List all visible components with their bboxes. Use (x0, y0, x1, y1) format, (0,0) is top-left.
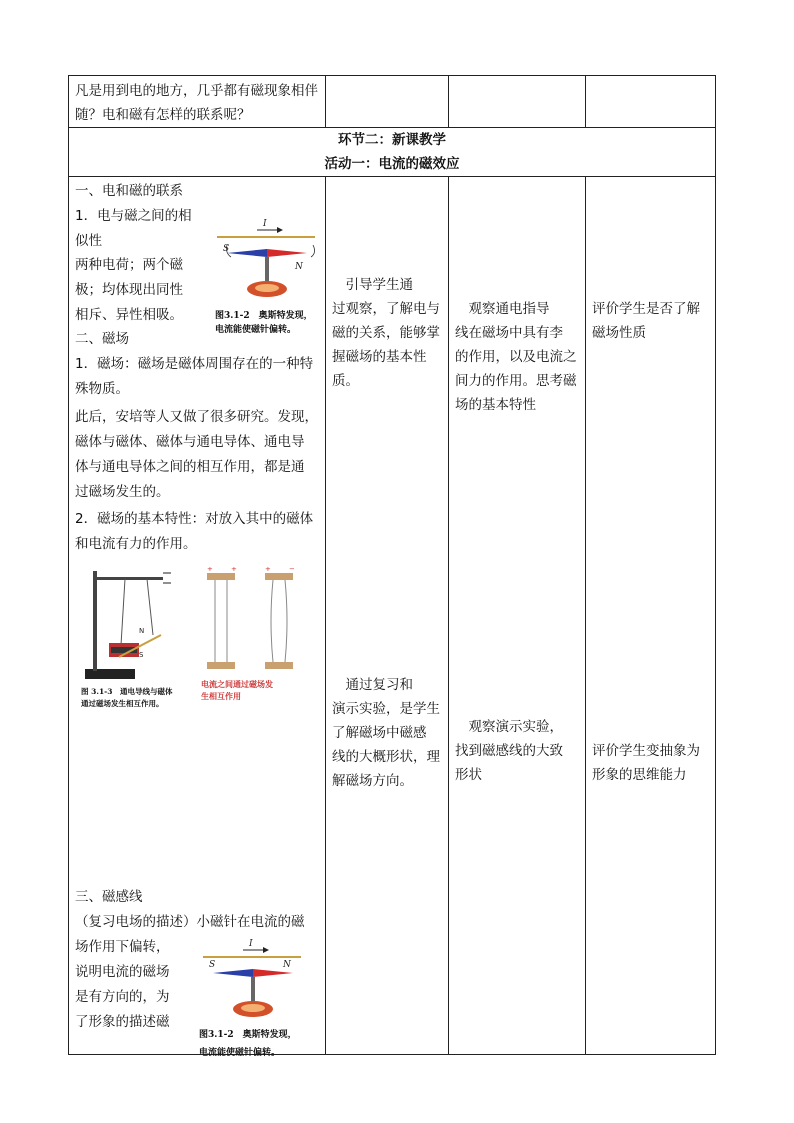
current-label: I (249, 939, 253, 949)
text-line: 磁的关系，能够掌 (332, 325, 440, 341)
text-line: 引导学生通 (332, 277, 413, 293)
text-line: 殊物质。 (75, 381, 129, 397)
empty-cell (586, 76, 716, 128)
svg-text:−: − (289, 567, 295, 573)
table-row (69, 177, 716, 1055)
table-row (69, 128, 716, 177)
figure-caption: 电流能使磁针偏转。 (215, 325, 297, 335)
oersted-figure (213, 217, 325, 342)
parallel-currents-figure (201, 567, 321, 712)
text-line: 2．磁场的基本特性：对放入其中的磁体 (75, 511, 314, 527)
text-line: 体与通电导体之间的相互作用，都是通 (75, 459, 305, 475)
text-line: 说明电流的磁场 (75, 964, 170, 980)
table-row (69, 76, 716, 128)
text-line: 相斥、异性相吸。 (75, 307, 183, 323)
apparatus-diagram-icon (81, 565, 191, 683)
text-line: 观察演示实验， (455, 719, 563, 735)
text-line: 找到磁感线的大致 (455, 743, 563, 759)
figure-caption: 图 3.1-3 通电导线与磁体 (81, 687, 173, 696)
figure-caption: 图3.1-2 奥斯特发现， (199, 1030, 297, 1040)
text-line: 评价学生是否了解 (592, 301, 700, 317)
north-label: N (295, 262, 303, 272)
text-line: 的作用，以及电流之 (455, 349, 577, 365)
intro-cell (69, 76, 326, 128)
evaluation-box (586, 177, 715, 1054)
text-line: 此后，安培等人又做了很多研究。发现， (75, 409, 318, 425)
activity-title: 活动一：电流的磁效应 (324, 156, 460, 172)
svg-text:+: + (207, 567, 213, 573)
teacher-cell (326, 177, 449, 1055)
apparatus-figure (81, 565, 191, 715)
text-line: 形状 (455, 767, 482, 783)
text-line: 过观察，了解电与 (332, 301, 440, 317)
teacher-box (326, 177, 448, 1054)
south-label: S (209, 960, 216, 970)
text-line: 1．电与磁之间的相 (75, 208, 192, 224)
student-box (449, 177, 585, 1054)
text-line: 质。 (332, 373, 359, 389)
text-line: 线的大概形状，理 (332, 749, 440, 765)
text-line: 解磁场方向。 (332, 773, 413, 789)
intro-text: 凡是用到电的地方，几乎都有磁现象相伴随？电和磁有怎样的联系呢？ (75, 83, 318, 123)
text-line: 场作用下偏转， (75, 939, 170, 955)
current-label: I (263, 219, 267, 229)
text-line: 了形象的描述磁 (75, 1014, 170, 1030)
text-line: （复习电场的描述）小磁针在电流的磁 (75, 914, 305, 930)
text-line: 间力的作用。思考磁 (455, 373, 577, 389)
compass-diagram-icon (213, 217, 325, 307)
text-line: 演示实验，是学生 (332, 701, 440, 717)
figure-caption: 生相互作用 (201, 691, 241, 701)
student-cell (449, 177, 586, 1055)
heading-1: 一、电和磁的联系 (75, 183, 183, 199)
content-cell (69, 177, 326, 1058)
text-line: 评价学生变抽象为 (592, 743, 700, 759)
north-label: N (283, 960, 291, 970)
south-label: S (223, 244, 230, 254)
text-line: 了解磁场中磁感 (332, 725, 427, 741)
empty-cell (326, 76, 449, 128)
figure-caption: 通过磁场发生相互作用。 (81, 699, 164, 708)
text-line: 和电流有力的作用。 (75, 536, 197, 552)
svg-text:+: + (231, 567, 237, 573)
content-box (69, 177, 325, 1058)
text-line: 是有方向的，为 (75, 989, 170, 1005)
svg-text:+: + (265, 567, 271, 573)
text-line: 两种电荷；两个磁 (75, 257, 183, 273)
oersted-figure (199, 937, 319, 1062)
text-line: 形象的思维能力 (592, 767, 687, 783)
text-line: 1．磁场：磁场是磁体周围存在的一种特 (75, 356, 314, 372)
section-title: 环节二：新课教学 (338, 132, 446, 148)
parallel-wires-icon (201, 567, 321, 675)
figure-caption: 电流能使磁针偏转。 (199, 1048, 281, 1058)
text-line: 场的基本特性 (455, 397, 536, 413)
text-line: 通过复习和 (332, 677, 413, 693)
text-line: 线在磁场中具有李 (455, 325, 563, 341)
text-line: 磁体与磁体、磁体与通电导体、通电导 (75, 434, 305, 450)
text-line: 观察通电指导 (455, 301, 550, 317)
svg-text:N: N (139, 627, 145, 635)
evaluation-cell (586, 177, 716, 1055)
heading-2: 二、磁场 (75, 331, 129, 347)
text-line: 握磁场的基本性 (332, 349, 427, 365)
text-line: 过磁场发生的。 (75, 484, 170, 500)
empty-cell (449, 76, 586, 128)
figure-caption: 电流之间通过磁场发 (201, 679, 273, 689)
compass-diagram-icon (199, 937, 311, 1027)
lesson-table (68, 75, 716, 1058)
text-line: 极；均体现出同性 (75, 282, 183, 298)
text-line: 似性 (75, 233, 102, 249)
heading-3: 三、磁感线 (75, 889, 143, 905)
section-header-cell (69, 128, 716, 177)
svg-text:S: S (139, 651, 144, 659)
text-line: 磁场性质 (592, 325, 646, 341)
figure-caption: 图3.1-2 奥斯特发现， (215, 311, 313, 321)
